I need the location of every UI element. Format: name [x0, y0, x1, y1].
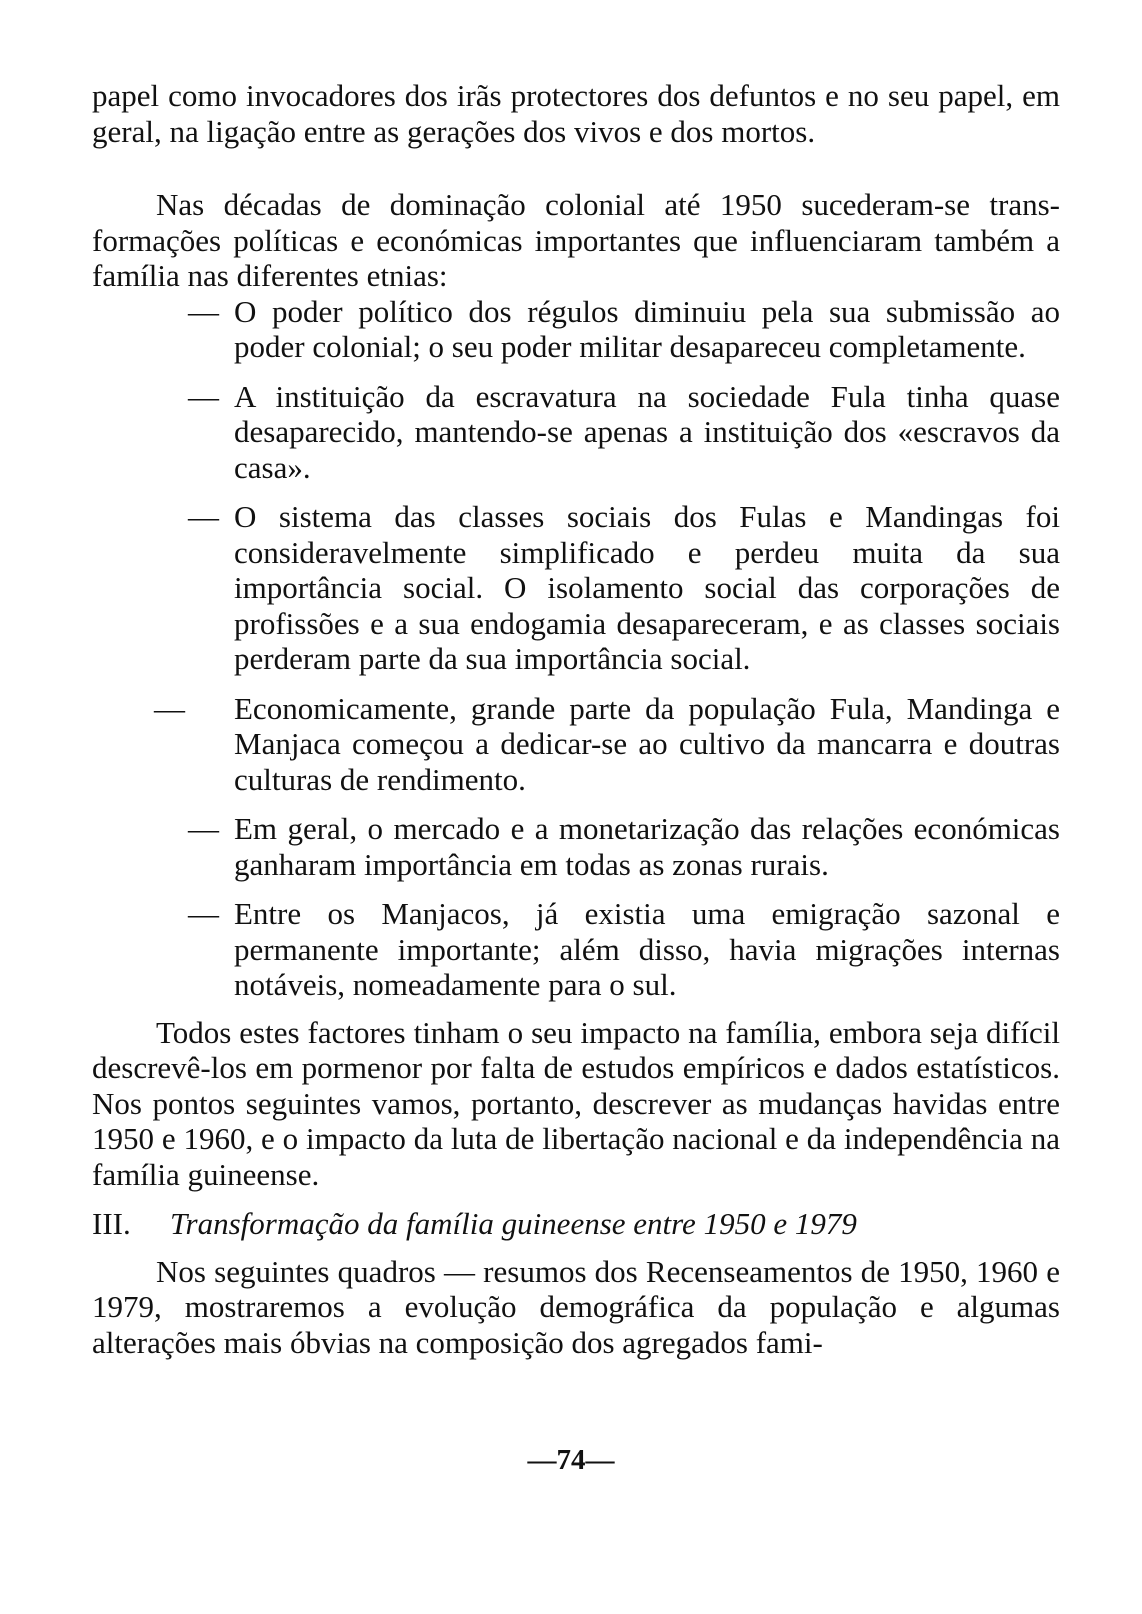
paragraph-continuation: papel como invocadores dos irãs protectores dos defuntos e no seu papel, em geral, na ligação entre as gerações dos vivos e dos mortos.	[92, 78, 1060, 149]
list-item-text: Economicamente, grande parte da população Fula, Mandinga e Manjaca começou a dedicar-se ao cultivo da mancarra e doutras culturas de rendimento.	[234, 690, 1060, 797]
list-item	[92, 896, 1060, 1003]
list-item	[92, 379, 1060, 486]
list-item	[92, 499, 1060, 677]
dash-bullet: —	[188, 499, 219, 534]
dash-bullet: —	[188, 896, 219, 931]
paragraph-census-summary: Nos seguintes quadros — resumos dos Recenseamentos de 1950, 1960 e 1979, mostraremos a evolução demográfica da população e algumas alterações mais óbvias na composição dos agregados fami-	[92, 1253, 1060, 1360]
dash-bullet: —	[188, 378, 219, 414]
paragraph-colonial-transformations: Nas décadas de dominação colonial até 1950 sucederam-se transformações políticas e económicas importantes que influenciaram também a família nas diferentes etnias:	[92, 187, 1060, 293]
paragraph-impact-on-family: Todos estes factores tinham o seu impacto na família, embora seja difícil descrevê-los em pormenor por falta de estudos empíricos e dados estatísticos. Nos pontos seguintes vamos, portanto, descrever as mudanças havidas entre 1950 e 1960, e o impacto da luta de libertação nacional e da independência na família guineense.	[92, 1014, 1060, 1192]
list-item-text: O sistema das classes sociais dos Fulas e Mandingas foi consideravelmente simplificado e perdeu muita da sua importância social. O isolamento social das corporações de profissões e a sua endogamia desapareceram, e as classes sociais perderam parte da sua importância social.	[234, 499, 1060, 676]
list-item-text: A instituição da escravatura na sociedade Fula tinha quase desaparecido, mantendo-se apenas a instituição dos «escravos da casa».	[234, 378, 1060, 485]
page-number: —74—	[527, 1444, 615, 1476]
list-item	[92, 294, 1060, 365]
list-item-text: O poder político dos régulos diminuiu pela sua submissão ao poder colonial; o seu poder militar desapareceu completamente.	[234, 293, 1060, 364]
dash-bullet: —	[154, 690, 185, 726]
section-title: Transformação da família guineense entre 1950 e 1979	[170, 1206, 857, 1241]
dash-bullet: —	[188, 293, 219, 329]
section-number: III.	[92, 1206, 131, 1241]
list-item	[92, 691, 1060, 798]
dash-bullet: —	[188, 811, 219, 846]
list-item-text: Em geral, o mercado e a monetarização das relações económicas ganharam importância em todas as zonas rurais.	[234, 811, 1060, 882]
list-item-text: Entre os Manjacos, já existia uma emigração sazonal e permanente importante; além disso, havia migrações internas notáveis, nomeadamente para o sul.	[234, 896, 1060, 1002]
document-page	[92, 78, 1060, 1360]
transformations-list	[92, 294, 1060, 1003]
list-item	[92, 811, 1060, 882]
section-heading	[92, 1206, 1060, 1242]
